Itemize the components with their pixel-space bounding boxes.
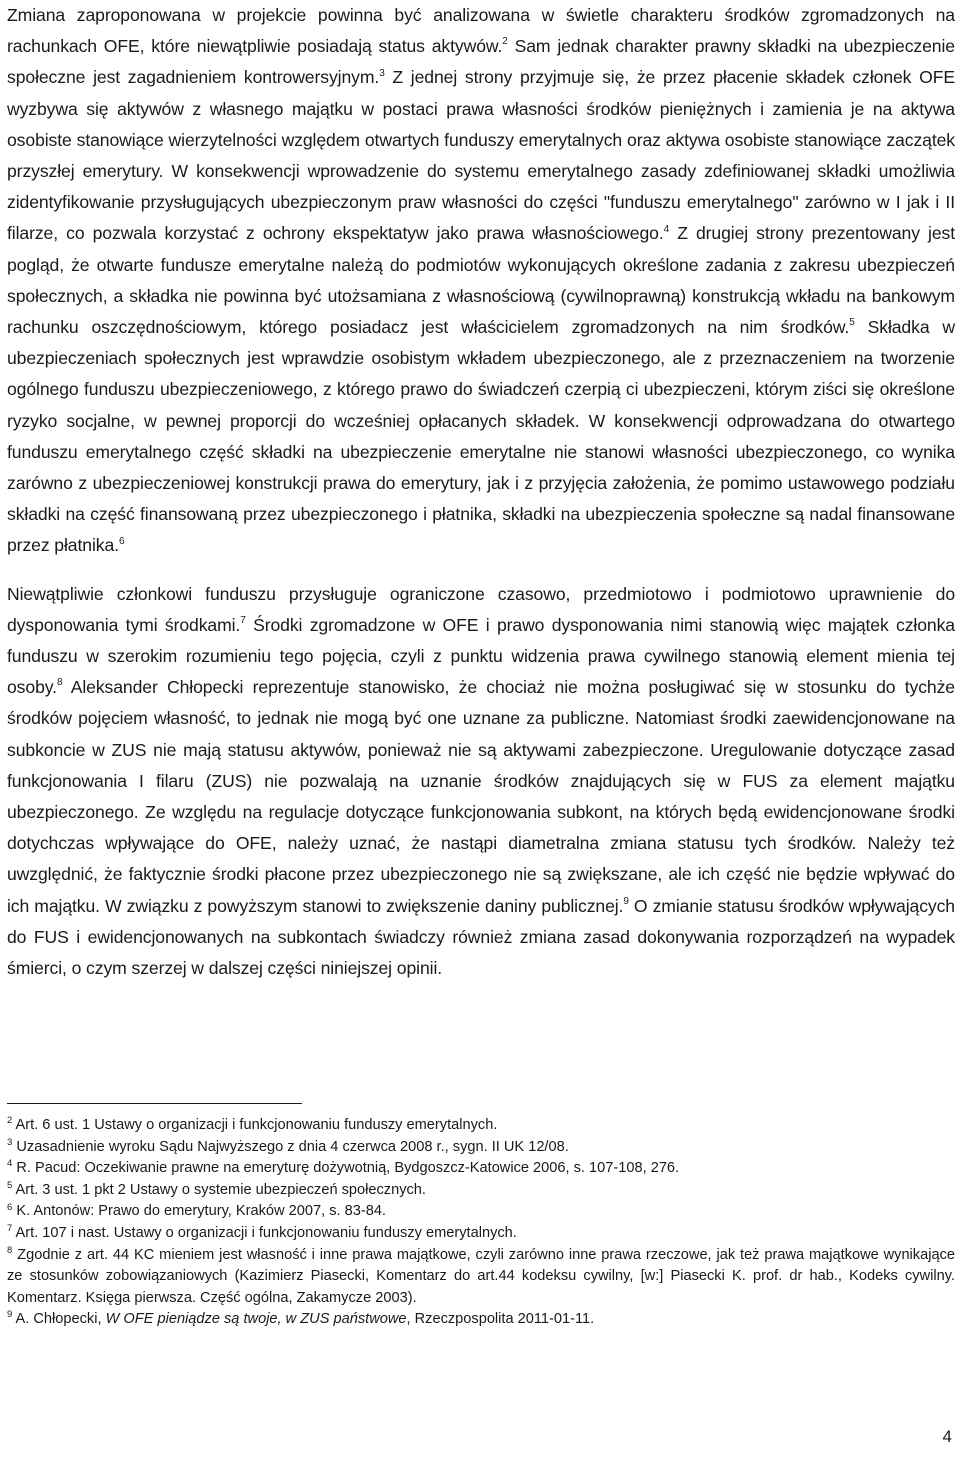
footnote-9: [7, 1309, 955, 1331]
footnote-ref[interactable]: 6: [118, 535, 125, 547]
footnote-number: 5: [7, 1179, 13, 1191]
text-run: Niewątpliwie członkowi funduszu przysługuje ograniczone czasowo, przedmiotowo i podmiotowo uprawnienie do dysponowania tymi środkami.: [7, 583, 955, 635]
footnote-2: [7, 1115, 955, 1137]
footnote-number: 6: [7, 1201, 13, 1213]
footnote-text: A. Chłopecki,: [15, 1311, 106, 1328]
page-number: 4: [942, 1427, 952, 1446]
footnote-text: K. Antonów: Prawo do emerytury, Kraków 2007, s. 83-84.: [16, 1203, 386, 1220]
footnote-article-title: W OFE pieniądze są twoje, w ZUS państwowe: [105, 1311, 407, 1328]
footnote-number: 7: [7, 1223, 13, 1235]
footnote-text: Art. 6 ust. 1 Ustawy o organizacji i funkcjonowaniu funduszy emerytalnych.: [15, 1117, 498, 1133]
footnotes: [7, 1115, 955, 1331]
footnote-ref[interactable]: 3: [379, 67, 385, 79]
footnote-3: [7, 1137, 955, 1159]
text-run: Z drugiej strony prezentowany jest pogląd, że otwarte fundusze emerytalne należą do podmiotów wykonujących określone zadania z zakresu ubezpieczeń społecznych, a składka nie powinna być utożsamiana z własnościową (cywilnoprawną) konstrukcją wkładu na bankowym rachunku oszczędnościowym, którego posiadacz jest właścicielem zgromadzonych na nim środków.: [7, 223, 955, 338]
footnote-ref[interactable]: 8: [56, 677, 63, 689]
footnote-ref[interactable]: 5: [849, 317, 855, 329]
footnote-ref[interactable]: 9: [623, 895, 629, 907]
footnote-ref[interactable]: 7: [240, 615, 246, 626]
text-run: Aleksander Chłopecki reprezentuje stanowisko, że chociaż nie można posługiwać się w stosunku do tychże środków pojęciem własność, to jednak nie mogą być one uznane za publiczne. Natomiast środki zaewidencjonowane na subkoncie w ZUS nie mają statusu aktywów, ponieważ nie są aktywami zabezpieczone. Uregulowanie dotyczące zasad funkcjonowania I filaru (ZUS) nie pozwalają na uznanie środków znajdujących się w FUS za element majątku ubezpieczonego. Ze względu na regulacje dotyczące funkcjonowania subkont, na których będą ewidencjonowane środki dotychczas wpływające do OFE, należy uznać, że nastąpi diametralna zmiana statusu tych środków. Należy też uwzględnić, że faktycznie środki płacone przez ubezpieczonego nie są zwiększane, ale ich część nie będzie wpływać do ich majątku. W związku z powyższym stanowi to zwiększenie daniny publicznej.: [7, 677, 955, 916]
text-run: Składka w ubezpieczeniach społecznych jest wprawdzie osobistym wkładem ubezpieczonego, ale z przeznaczeniem na tworzenie ogólnego funduszu ubezpieczeniowego, z którego prawo do świadczeń czerpią ci ubezpieczeni, którym ziści się określone ryzyko socjalne, w pewnej proporcji do wcześniej opłacanych składek. W konsekwencji odprowadzana do otwartego funduszu emerytalnego część składki na ubezpieczenie emerytalne nie stanowi własności ubezpieczonego, co wynika zarówno z ubezpieczeniowej konstrukcji prawa do emerytury, jak i z przyjęcia założenia, że pomimo ustawowego podziału składki na część finansowaną przez ubezpieczonego i płatnika, składki na ubezpieczenia społeczne są nadal finansowane przez płatnika.: [7, 317, 956, 556]
footnote-number: 8: [7, 1244, 13, 1256]
footnote-ref[interactable]: 2: [502, 36, 508, 48]
footnote-7: [7, 1223, 955, 1245]
footnote-ref[interactable]: 4: [663, 223, 670, 235]
footnote-text: R. Pacud: Oczekiwanie prawne na emeryturę dożywotnią, Bydgoszcz-Katowice 2006, s. 107-108, 276.: [16, 1160, 680, 1177]
footnote-text: , Rzeczpospolita 2011-01-11.: [406, 1311, 595, 1328]
paragraph-1: [7, 0, 955, 562]
text-run: O zmianie statusu środków wpływających do FUS i ewidencjonowanych na subkontach świadczy również zmiana zasad dokonywania rozporządzeń na wypadek śmierci, o czym szerzej w dalszej części niniejszej opinii.: [7, 895, 955, 979]
footnote-text: Zgodnie z art. 44 KC mieniem jest własność i inne prawa majątkowe, czyli zarówno inne prawa rzeczowe, jak też prawa majątkowe wynikające ze stosunków zobowiązaniowych (Kazimierz Piasecki, Komentarz do art.44 kodeksu cywilny, [w:] Piasecki K. prof. dr hab., Kodeks cywilny. Komentarz. Księga pierwsza. Część ogólna, Zakamycze 2003).: [7, 1246, 955, 1306]
footnote-6: [7, 1201, 955, 1223]
footnote-text: Art. 107 i nast. Ustawy o organizacji i funkcjonowaniu funduszy emerytalnych.: [15, 1224, 517, 1241]
text-run: Zmiana zaproponowana w projekcie powinna być analizowana w świetle charakteru środków zgromadzonych na rachunkach OFE, które niewątpliwie posiadają status aktywów.: [7, 5, 955, 57]
footnote-number: 4: [7, 1158, 13, 1170]
footnote-number: 2: [7, 1115, 13, 1127]
paragraph-2: [7, 579, 955, 985]
footnote-5: [7, 1180, 955, 1202]
document-page: [7, 0, 955, 984]
footnote-separator: [7, 1103, 302, 1104]
footnote-4: [7, 1158, 955, 1180]
text-run: Z jednej strony przyjmuje się, że przez płacenie składek członek OFE wyzbywa się aktywów z własnego majątku w postaci prawa własności środków pieniężnych i zamienia je na aktywa osobiste stanowiące wierzytelności względem otwartych funduszy emerytalnych oraz aktywa osobiste stanowiące zaczątek przyszłej emerytury. W konsekwencji wprowadzenie do systemu emerytalnego zasady zdefiniowanej składki umożliwia zidentyfikowanie przysługujących ubezpieczonym praw własności do części "funduszu emerytalnego" zarówno w I jak i II filarze, co pozwala korzystać z ochrony ekspektatyw jako prawa własnościowego.: [7, 67, 955, 244]
footnote-text: Art. 3 ust. 1 pkt 2 Ustawy o systemie ubezpieczeń społecznych.: [15, 1181, 426, 1198]
footnote-number: 3: [7, 1136, 13, 1148]
footnote-text: Uzasadnienie wyroku Sądu Najwyższego z dnia 4 czerwca 2008 r., sygn. II UK 12/08.: [16, 1138, 569, 1155]
text-run: Środki zgromadzone w OFE i prawo dysponowania nimi stanowią więc majątek członka funduszu w szerokim rozumieniu tego pojęcia, czyli z punktu widzenia prawa cywilnego stanowią element mienia tej osoby.: [7, 614, 955, 698]
footnote-8: [7, 1245, 955, 1310]
text-run: Sam jednak charakter prawny składki na ubezpieczenie społeczne jest zagadnieniem kontrowersyjnym.: [7, 36, 955, 88]
footnote-number: 9: [7, 1309, 13, 1321]
